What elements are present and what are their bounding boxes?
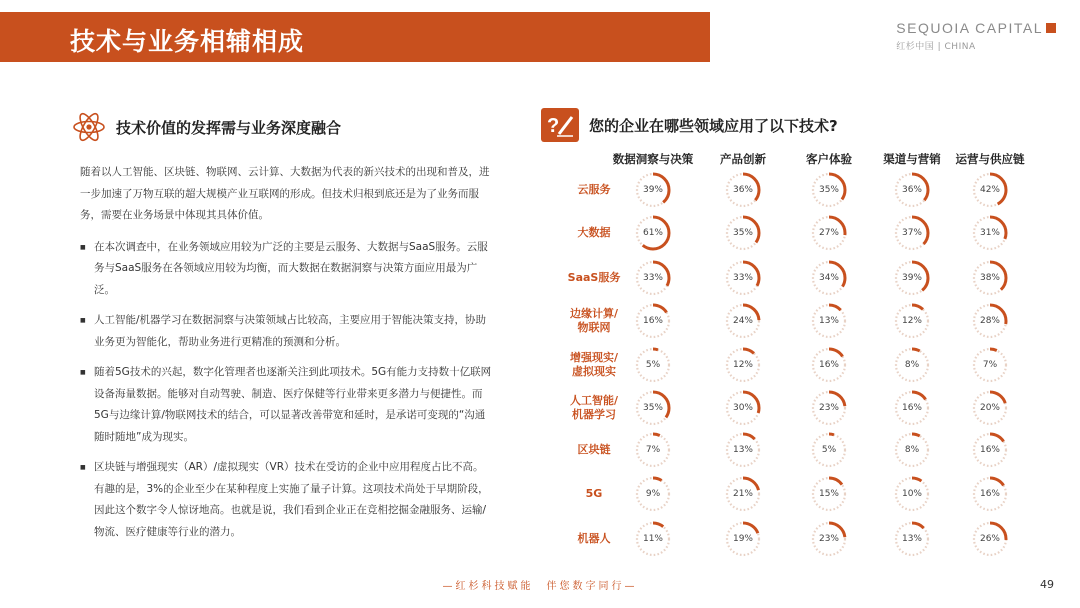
percent-ring (724, 431, 762, 469)
ring-value-label: 5% (645, 360, 661, 370)
row-label-line: 区块链 (577, 443, 611, 456)
percent-ring (810, 520, 848, 558)
bullet-list (80, 237, 492, 544)
row-label-line: 云服务 (577, 183, 611, 196)
row-label-line: 5G (585, 487, 603, 500)
ring-value-label: 16% (979, 445, 1000, 455)
percent-ring (634, 389, 672, 427)
percent-ring (893, 171, 931, 209)
right-section-header (541, 108, 838, 142)
percent-ring (724, 520, 762, 558)
ring-value-label: 7% (645, 445, 661, 455)
ring-value-label: 11% (642, 534, 663, 544)
left-heading: 技术价值的发挥需与业务深度融合 (116, 118, 342, 137)
ring-value-label: 33% (642, 273, 663, 283)
ring-value-label: 24% (732, 316, 753, 326)
percent-ring (893, 259, 931, 297)
row-label (560, 487, 628, 501)
ring-value-label: 19% (732, 534, 753, 544)
row-label (560, 532, 628, 546)
percent-ring (810, 171, 848, 209)
page-title: 技术与业务相辅相成 (70, 27, 305, 56)
percent-ring (971, 520, 1009, 558)
ring-value-label: 13% (732, 445, 753, 455)
ring-value-label: 36% (732, 185, 753, 195)
percent-ring (971, 346, 1009, 384)
percent-ring (893, 346, 931, 384)
percent-ring (893, 431, 931, 469)
atom-icon (72, 112, 106, 142)
left-section-header (72, 112, 341, 142)
ring-value-label: 39% (642, 185, 663, 195)
percent-ring (724, 214, 762, 252)
ring-value-label: 42% (979, 185, 1000, 195)
ring-value-label: 8% (904, 360, 920, 370)
right-heading: 您的企业在哪些领域应用了以下技术? (589, 116, 838, 135)
ring-value-label: 23% (818, 403, 839, 413)
percent-ring (724, 171, 762, 209)
ring-value-label: 61% (642, 228, 663, 238)
column-header: 渠道与营销 (883, 152, 941, 166)
percent-ring (634, 302, 672, 340)
column-header: 运营与供应链 (955, 152, 1025, 166)
ring-value-label: 9% (645, 489, 661, 499)
brand-subtitle: 红杉中国 | CHINA (896, 42, 976, 52)
percent-ring (893, 520, 931, 558)
percent-ring (810, 302, 848, 340)
percent-ring (810, 346, 848, 384)
ring-value-label: 33% (732, 273, 753, 283)
percent-ring (810, 389, 848, 427)
ring-value-label: 21% (732, 489, 753, 499)
ring-value-label: 12% (901, 316, 922, 326)
percent-ring (634, 431, 672, 469)
row-label-line: SaaS服务 (567, 271, 621, 284)
percent-ring (810, 431, 848, 469)
ring-value-label: 12% (732, 360, 753, 370)
ring-value-label: 35% (818, 185, 839, 195)
ring-value-label: 36% (901, 185, 922, 195)
percent-ring (971, 431, 1009, 469)
row-label (560, 307, 628, 335)
ring-value-label: 30% (732, 403, 753, 413)
ring-value-label: 16% (642, 316, 663, 326)
percent-ring (810, 475, 848, 513)
row-label-line: 物联网 (577, 321, 611, 334)
page-number: 49 (1040, 578, 1054, 591)
brand-logo (896, 20, 1056, 52)
row-label-line: 人工智能/ (569, 394, 619, 407)
percent-ring (634, 214, 672, 252)
row-label (560, 226, 628, 240)
percent-ring (971, 475, 1009, 513)
bullet-item: ■ 随着5G技术的兴起，数字化管理者也逐渐关注到此项技术。5G有能力支持数十亿联网设备海量数据。能够对自动驾驶、制造、医疗保健等行业带来更多潜力与便捷性。而5G与边缘计算/物联网技术的结合，可以显著改善带宽和延时，是承诺可变现的“沟通随时随地”成为现实。 (80, 362, 492, 448)
column-header: 数据洞察与决策 (612, 152, 694, 166)
ring-value-label: 26% (979, 534, 1000, 544)
svg-text:?: ? (547, 115, 560, 137)
row-label (560, 351, 628, 379)
row-label (560, 183, 628, 197)
ring-value-label: 5% (821, 445, 837, 455)
percent-ring (634, 171, 672, 209)
percent-ring (724, 302, 762, 340)
row-label-line: 增强现实/ (569, 351, 619, 364)
ring-value-label: 10% (901, 489, 922, 499)
footer-tagline: —红杉科技赋能 伴您数字同行— (442, 581, 638, 592)
ring-value-label: 28% (979, 316, 1000, 326)
ring-value-label: 20% (979, 403, 1000, 413)
percent-ring (893, 389, 931, 427)
brand-mark-icon (1046, 23, 1056, 33)
percent-ring (634, 259, 672, 297)
ring-value-label: 38% (979, 273, 1000, 283)
ring-value-label: 35% (732, 228, 753, 238)
percent-ring (724, 346, 762, 384)
ring-value-label: 8% (904, 445, 920, 455)
bullet-item: ■ 人工智能/机器学习在数据洞察与决策领域占比较高，主要应用于智能决策支持，协助业务更为智能化，帮助业务进行更精准的预测和分析。 (80, 310, 492, 353)
percent-ring (634, 346, 672, 384)
ring-value-label: 27% (818, 228, 839, 238)
ring-value-label: 7% (982, 360, 998, 370)
percent-ring (971, 259, 1009, 297)
ring-value-label: 34% (818, 273, 839, 283)
percent-ring (893, 214, 931, 252)
percent-ring (893, 302, 931, 340)
percent-ring (971, 302, 1009, 340)
row-label (560, 271, 628, 285)
ring-value-label: 15% (818, 489, 839, 499)
row-label-line: 虚拟现实 (572, 365, 616, 378)
bullet-item: ■ 在本次调查中，在业务领域应用较为广泛的主要是云服务、大数据与SaaS服务。云服务与SaaS服务在各领域应用较为均衡，而大数据在数据洞察与决策方面应用最为广泛。 (80, 237, 492, 302)
percent-ring (971, 171, 1009, 209)
percent-ring (893, 475, 931, 513)
percent-ring (634, 520, 672, 558)
ring-value-label: 13% (901, 534, 922, 544)
percent-ring (971, 214, 1009, 252)
bullet-item: ■ 区块链与增强现实（AR）/虚拟现实（VR）技术在受访的企业中应用程度占比不高。有趣的是，3%的企业至少在某种程度上实施了量子计算。这项技术尚处于早期阶段，因此这个数字令人惊讶地高。也就是说，我们看到企业正在竞相挖掘金融服务、运输/物流、医疗健康等行业的潜力。 (80, 457, 492, 543)
percent-ring (724, 389, 762, 427)
percent-ring (724, 475, 762, 513)
row-label-line: 机器人 (577, 532, 611, 545)
left-body (80, 162, 492, 552)
row-label (560, 394, 628, 422)
ring-value-label: 16% (818, 360, 839, 370)
ring-value-label: 35% (642, 403, 663, 413)
percent-ring (810, 214, 848, 252)
ring-value-label: 23% (818, 534, 839, 544)
percent-ring (634, 475, 672, 513)
ring-value-label: 16% (901, 403, 922, 413)
row-label (560, 443, 628, 457)
row-label-line: 边缘计算/ (569, 307, 619, 320)
row-label-line: 机器学习 (572, 408, 616, 421)
ring-value-label: 31% (979, 228, 1000, 238)
question-pencil-icon (541, 108, 579, 142)
ring-value-label: 37% (901, 228, 922, 238)
column-header: 客户体验 (806, 152, 852, 166)
ring-value-label: 16% (979, 489, 1000, 499)
intro-paragraph: 随着以人工智能、区块链、物联网、云计算、大数据为代表的新兴技术的出现和普及，进一步加速了万物互联的超大规模产业互联网的形成。但技术归根到底还是为了业务而服务，需要在业务场景中体现其具体价值。 (80, 166, 490, 221)
percent-ring (971, 389, 1009, 427)
column-header: 产品创新 (720, 152, 766, 166)
percent-ring (724, 259, 762, 297)
brand-name: SEQUOIA CAPITAL (896, 20, 1056, 36)
ring-value-label: 13% (818, 316, 839, 326)
row-label-line: 大数据 (577, 226, 611, 239)
percent-ring (810, 259, 848, 297)
ring-value-label: 39% (901, 273, 922, 283)
